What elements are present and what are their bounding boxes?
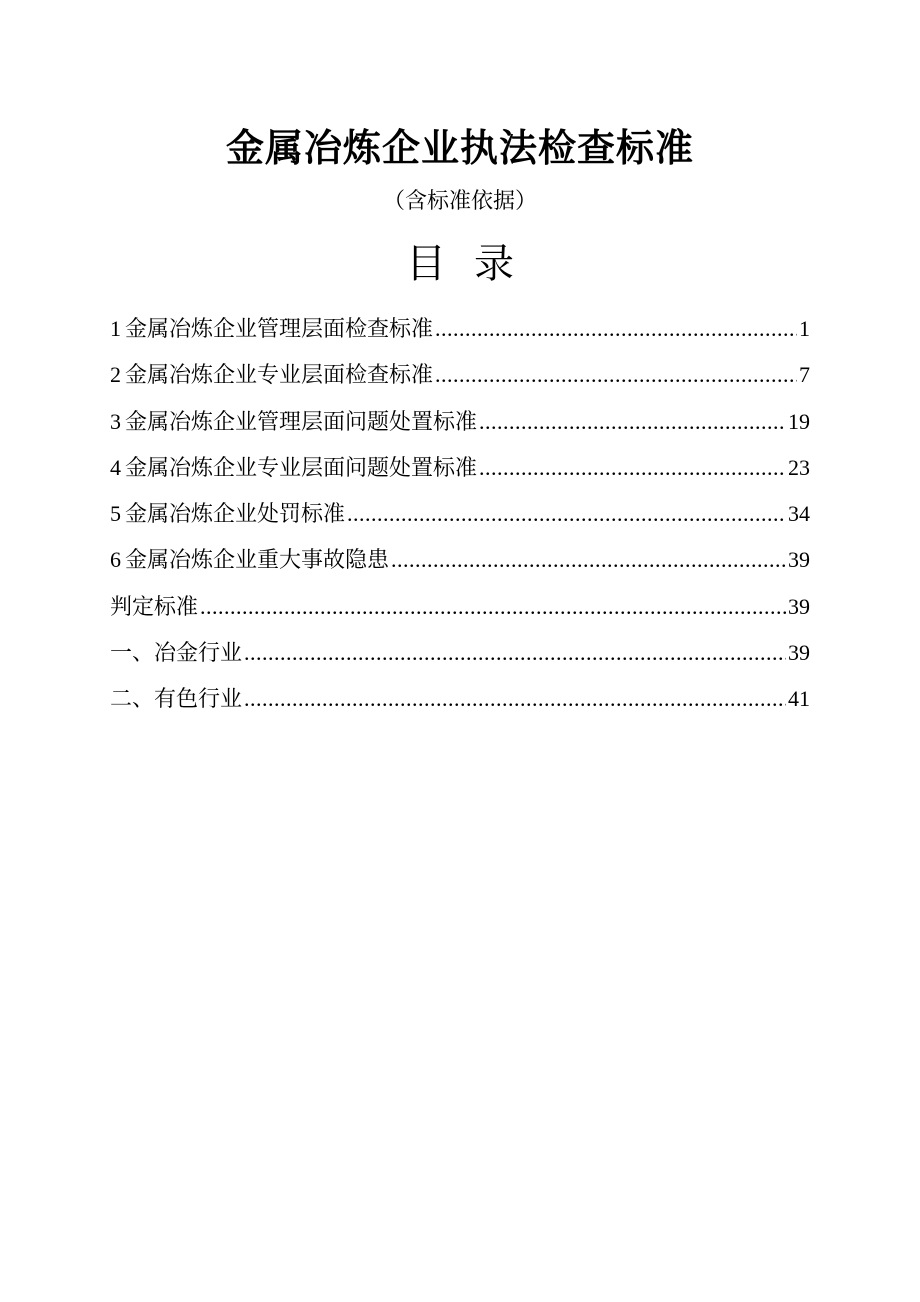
toc-entry[interactable] — [110, 584, 810, 630]
toc-entry-text: 金属冶炼企业处罚标准 — [125, 502, 346, 528]
toc-entry-text: 金属冶炼企业重大事故隐患 — [125, 548, 390, 574]
toc-entry-page: 23 — [788, 454, 810, 480]
toc-dot-leader — [435, 306, 797, 352]
toc-entry-text: 金属冶炼企业管理层面检查标准 — [125, 317, 434, 342]
toc-entry-number: 3 — [110, 408, 121, 434]
toc-entry[interactable] — [110, 491, 810, 537]
toc-entry-number: 4 — [110, 454, 121, 480]
toc-entry-text: 一、冶金行业 — [110, 641, 243, 667]
toc-entry[interactable] — [110, 630, 810, 676]
toc-entry-number: 5 — [110, 501, 121, 527]
toc-entry-page: 39 — [788, 593, 810, 619]
toc-entry-text: 金属冶炼企业专业层面问题处置标准 — [125, 455, 478, 481]
toc-entry-page: 39 — [788, 640, 810, 666]
toc-dot-leader — [479, 399, 786, 445]
toc-entry-page: 39 — [788, 547, 810, 573]
toc-entry-number: 2 — [110, 362, 121, 388]
toc-entry-text: 金属冶炼企业专业层面检查标准 — [125, 363, 434, 389]
toc-entry[interactable] — [110, 399, 810, 445]
toc-entry-label — [110, 537, 389, 584]
toc-entry-number: 1 — [110, 316, 121, 341]
table-of-contents — [110, 306, 810, 723]
toc-entry-text: 判定标准 — [110, 594, 199, 620]
toc-entry-label — [110, 631, 242, 677]
toc-entry[interactable] — [110, 676, 810, 722]
toc-entry[interactable] — [110, 445, 810, 491]
toc-dot-leader — [435, 352, 797, 398]
toc-entry-text: 二、有色行业 — [110, 687, 243, 713]
toc-entry[interactable] — [110, 352, 810, 398]
toc-dot-leader — [244, 676, 786, 722]
toc-dot-leader — [391, 537, 786, 583]
toc-entry-number: 6 — [110, 547, 121, 573]
toc-entry-page: 34 — [788, 501, 810, 527]
toc-entry-page: 1 — [799, 316, 810, 341]
toc-entry-label — [110, 399, 477, 446]
toc-entry-page: 7 — [799, 362, 810, 388]
toc-entry-page: 19 — [788, 408, 810, 434]
document-title: 金属冶炼企业执法检查标准 — [225, 126, 694, 170]
toc-dot-leader — [347, 491, 786, 537]
toc-entry-label — [110, 306, 433, 353]
toc-entry[interactable] — [110, 306, 810, 352]
toc-heading: 目录 — [406, 241, 542, 287]
toc-entry-text: 金属冶炼企业管理层面问题处置标准 — [125, 409, 478, 435]
toc-entry[interactable] — [110, 537, 810, 583]
toc-dot-leader — [244, 630, 786, 676]
document-subtitle: （含标准依据） — [382, 189, 537, 214]
toc-entry-label — [110, 445, 477, 492]
toc-entry-label — [110, 352, 433, 399]
toc-entry-label — [110, 491, 345, 538]
toc-dot-leader — [200, 584, 786, 630]
toc-dot-leader — [479, 445, 786, 491]
toc-entry-page: 41 — [788, 686, 810, 712]
toc-entry-label — [110, 677, 242, 723]
toc-entry-label — [110, 585, 198, 631]
